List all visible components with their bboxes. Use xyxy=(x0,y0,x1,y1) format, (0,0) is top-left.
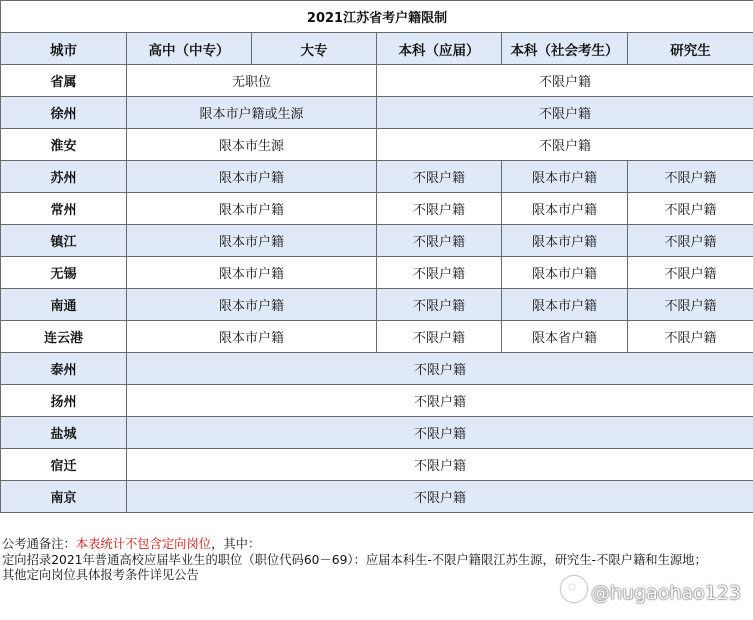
restriction-cell: 限本市户籍 xyxy=(502,161,628,193)
restriction-cell: 限本市户籍 xyxy=(127,161,377,193)
restriction-cell: 不限户籍 xyxy=(377,289,502,321)
restriction-cell: 限本市户籍 xyxy=(127,193,377,225)
table-row xyxy=(1,289,753,321)
table-row xyxy=(1,97,753,129)
restriction-cell: 不限户籍 xyxy=(628,193,753,225)
footnote-line-2: 定向招录2021年普通高校应届毕业生的职位（职位代码60－69）：应届本科生-不限户籍限江苏生源，研究生-不限户籍和生源地； xyxy=(2,552,707,567)
restriction-cell: 不限户籍 xyxy=(127,353,753,385)
table-row xyxy=(1,193,753,225)
restriction-cell: 不限户籍 xyxy=(377,65,753,97)
restriction-cell: 不限户籍 xyxy=(127,449,753,481)
restriction-cell: 不限户籍 xyxy=(377,129,753,161)
header-college: 大专 xyxy=(252,33,377,65)
header-row xyxy=(1,33,753,65)
restriction-cell: 不限户籍 xyxy=(377,193,502,225)
restriction-cell: 不限户籍 xyxy=(127,385,753,417)
title-row xyxy=(1,1,753,33)
restriction-cell: 不限户籍 xyxy=(377,225,502,257)
table-row xyxy=(1,225,753,257)
table-row xyxy=(1,481,753,513)
restriction-cell: 无职位 xyxy=(127,65,377,97)
table-row xyxy=(1,161,753,193)
footnote-suffix: ，其中： xyxy=(211,537,261,551)
header-graduate: 研究生 xyxy=(628,33,753,65)
restriction-cell: 不限户籍 xyxy=(377,97,753,129)
table-row xyxy=(1,353,753,385)
watermark-logo-icon xyxy=(561,576,587,602)
table-row xyxy=(1,257,753,289)
city-cell: 苏州 xyxy=(1,161,127,193)
restriction-cell: 不限户籍 xyxy=(127,481,753,513)
city-cell: 泰州 xyxy=(1,353,127,385)
city-cell: 省属 xyxy=(1,65,127,97)
city-cell: 盐城 xyxy=(1,417,127,449)
table-row xyxy=(1,65,753,97)
table-row xyxy=(1,417,753,449)
table-row xyxy=(1,385,753,417)
restriction-cell: 限本市户籍或生源 xyxy=(127,97,377,129)
restriction-cell: 不限户籍 xyxy=(377,161,502,193)
restriction-cell: 限本市户籍 xyxy=(502,193,628,225)
footnote-prefix: 公考通备注： xyxy=(2,537,76,551)
watermark xyxy=(561,576,741,604)
header-high-school: 高中（中专） xyxy=(127,33,252,65)
restriction-cell: 限本市户籍 xyxy=(502,225,628,257)
city-cell: 常州 xyxy=(1,193,127,225)
restriction-cell: 限本市户籍 xyxy=(502,289,628,321)
header-bachelor-fresh: 本科（应届） xyxy=(377,33,502,65)
restriction-cell: 不限户籍 xyxy=(628,225,753,257)
table-row xyxy=(1,321,753,353)
header-bachelor-social: 本科（社会考生） xyxy=(502,33,628,65)
city-cell: 南京 xyxy=(1,481,127,513)
city-cell: 连云港 xyxy=(1,321,127,353)
restriction-cell: 不限户籍 xyxy=(377,257,502,289)
footnote-line-3: 其他定向岗位具体报考条件详见公告 xyxy=(2,568,199,582)
watermark-text: @hugaohao123 xyxy=(591,582,741,604)
footnote-highlight: 本表统计不包含定向岗位 xyxy=(75,537,212,551)
city-cell: 无锡 xyxy=(1,257,127,289)
restriction-cell: 限本省户籍 xyxy=(502,321,628,353)
restriction-cell: 不限户籍 xyxy=(127,417,753,449)
restriction-cell: 限本市生源 xyxy=(127,129,377,161)
footnote-line-1 xyxy=(2,537,751,553)
city-cell: 镇江 xyxy=(1,225,127,257)
city-cell: 扬州 xyxy=(1,385,127,417)
restriction-cell: 不限户籍 xyxy=(377,321,502,353)
city-cell: 南通 xyxy=(1,289,127,321)
table-title: 2021江苏省考户籍限制 xyxy=(1,1,753,33)
city-cell: 宿迁 xyxy=(1,449,127,481)
restriction-cell: 限本市户籍 xyxy=(502,257,628,289)
city-cell: 徐州 xyxy=(1,97,127,129)
restriction-cell: 限本市户籍 xyxy=(127,289,377,321)
table-row xyxy=(1,449,753,481)
header-city: 城市 xyxy=(1,33,127,65)
restriction-cell: 限本市户籍 xyxy=(127,257,377,289)
restriction-cell: 不限户籍 xyxy=(628,289,753,321)
table-row xyxy=(1,129,753,161)
city-cell: 淮安 xyxy=(1,129,127,161)
restriction-cell: 限本市户籍 xyxy=(127,225,377,257)
restriction-cell: 不限户籍 xyxy=(628,321,753,353)
restriction-cell: 不限户籍 xyxy=(628,257,753,289)
restriction-cell: 限本市户籍 xyxy=(127,321,377,353)
restriction-cell: 不限户籍 xyxy=(628,161,753,193)
